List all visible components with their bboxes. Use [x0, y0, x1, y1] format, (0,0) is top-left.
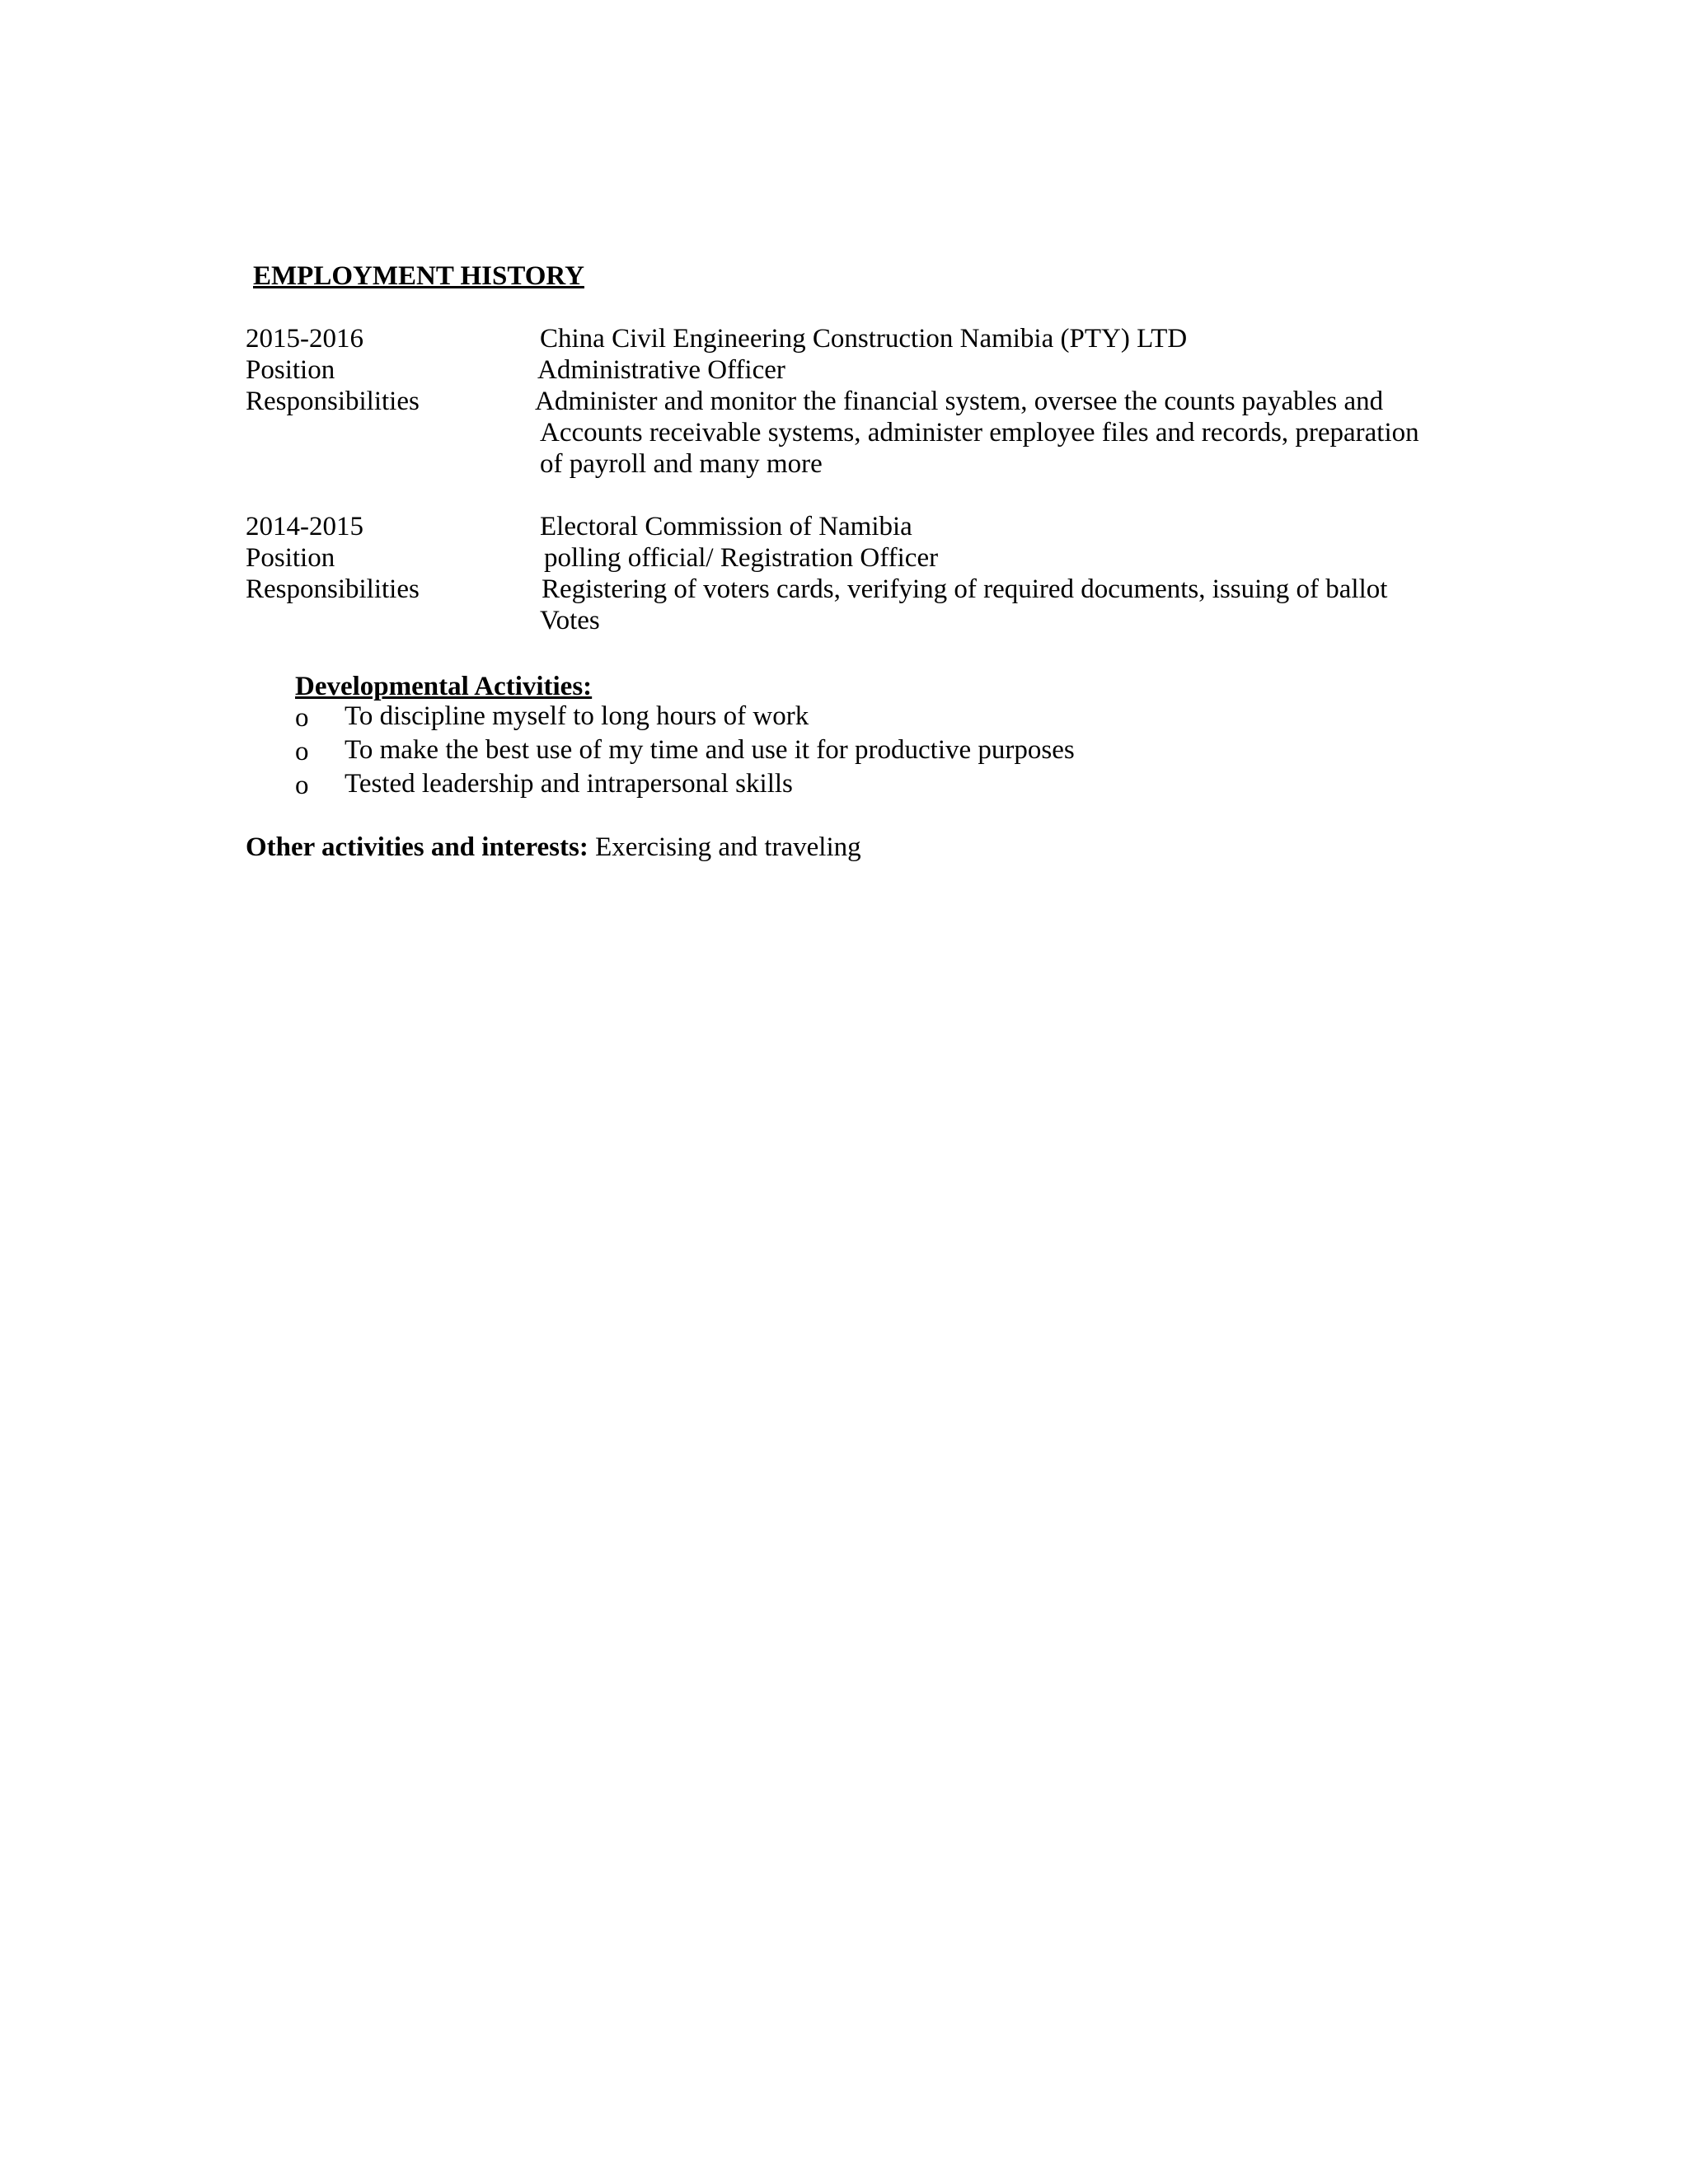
other-activities-label: Other activities and interests: — [246, 832, 588, 862]
bullet-marker: o — [295, 703, 309, 733]
job-2-responsibilities-label: Responsibilities — [246, 574, 420, 604]
job-2-responsibilities-line-1: Registering of voters cards, verifying of required documents, issuing of ballot — [542, 574, 1388, 604]
developmental-item-1: To discipline myself to long hours of work — [345, 701, 809, 731]
bullet-marker: o — [295, 737, 309, 766]
developmental-item-2: To make the best use of my time and use it for productive purposes — [345, 735, 1075, 765]
job-2-responsibilities-line-2: Votes — [540, 606, 600, 635]
job-1-responsibilities-line-3: of payroll and many more — [540, 449, 823, 479]
job-1-position-label: Position — [246, 355, 335, 385]
other-activities-value: Exercising and traveling — [595, 832, 861, 862]
employment-history-heading: EMPLOYMENT HISTORY — [253, 261, 584, 291]
developmental-activities-heading: Developmental Activities: — [295, 672, 593, 701]
job-1-period: 2015-2016 — [246, 324, 363, 354]
job-2-employer: Electoral Commission of Namibia — [540, 512, 912, 541]
job-2-position-label: Position — [246, 543, 335, 573]
other-activities — [246, 832, 861, 863]
job-1-position: Administrative Officer — [537, 355, 785, 385]
job-1-responsibilities-line-2: Accounts receivable systems, administer employee files and records, preparation — [540, 418, 1419, 448]
job-2-period: 2014-2015 — [246, 512, 363, 541]
job-1-responsibilities-line-1: Administer and monitor the financial system, oversee the counts payables and — [535, 387, 1384, 416]
job-1-responsibilities-label: Responsibilities — [246, 387, 420, 416]
job-1-employer: China Civil Engineering Construction Namibia (PTY) LTD — [540, 324, 1188, 354]
job-2-position: polling official/ Registration Officer — [544, 543, 939, 573]
bullet-marker: o — [295, 771, 309, 800]
developmental-item-3: Tested leadership and intrapersonal skills — [345, 769, 793, 799]
